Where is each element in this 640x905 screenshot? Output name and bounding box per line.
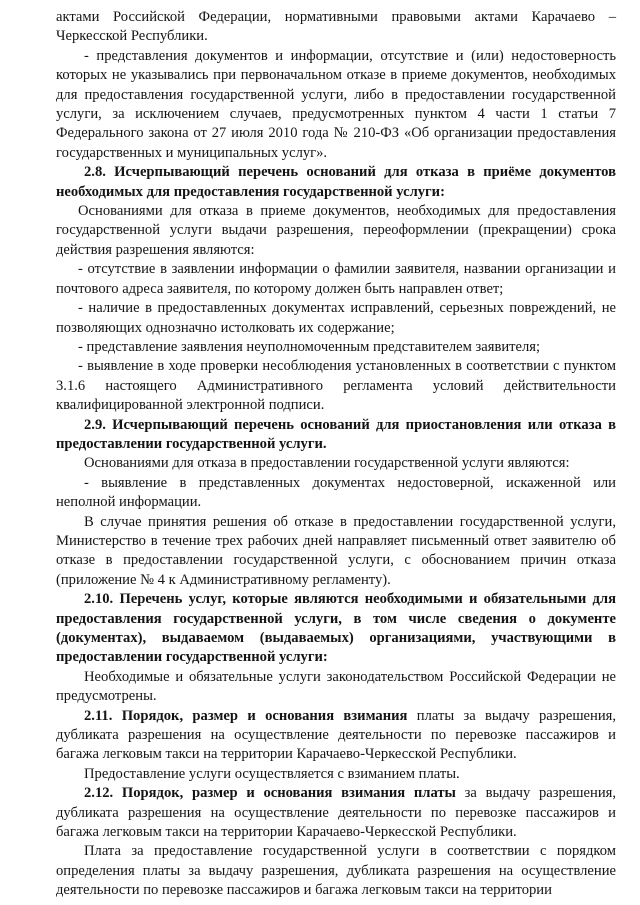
- list-item-signature-check: - выявление в ходе проверки несоблюдения установленных в соответствии с пунктом 3.1.6 настоящего Административного регламента условий действительности квалифицированной электронной подписи.: [56, 358, 616, 414]
- section-heading-2-9: 2.9. Исчерпывающий перечень оснований для приостановления или отказа в предоставлении государственной услуги.: [56, 416, 616, 452]
- paragraph-continuation: актами Российской Федерации, нормативными правовыми актами Карачаево – Черкесской Республики.: [56, 9, 616, 45]
- list-item-corrections: - наличие в предоставленных документах исправлений, серьезных повреждений, не позволяющих однозначно истолковать их содержание;: [56, 300, 616, 336]
- paragraph-no-required-services: Необходимые и обязательные услуги законодательством Российской Федерации не предусмотрены.: [56, 668, 616, 705]
- section-heading-2-10: 2.10. Перечень услуг, которые являются необходимыми и обязательными для предоставления государственной услуги, в том числе сведения о документе (документах), выдаваемом (выдаваемых) организациями, участвующими в предоставлении государственной услуги:: [56, 591, 616, 666]
- section-heading-bold-lead: 2.11. Порядок, размер и основания взимания: [84, 707, 408, 724]
- section-heading-2-8: 2.8. Исчерпывающий перечень оснований для отказа в приёме документов необходимых для предоставления государственной услуги:: [56, 164, 616, 200]
- list-item-documents-not-indicated: - представления документов и информации, отсутствие и (или) недостоверность которых не указывались при первоначальном отказе в приеме документов, необходимых для предоставления государственной услуги, либо в предоставлении государственной услуги, за исключением случаев, предусмотренных пунктом 4 части 1 статьи 7 Федерального закона от 27 июля 2010 года № 210-ФЗ «Об организации предоставления государственных и муниципальных услуг».: [56, 47, 616, 161]
- section-heading-2-11: 2.11. Порядок, размер и основания взимания платы за выдачу разрешения, дубликата разрешения на осуществление деятельности по перевозке пассажиров и багажа легковым такси на территории Карачаево-Черкесской Республики.: [56, 707, 617, 763]
- list-item-missing-info: - отсутствие в заявлении информации о фамилии заявителя, названии организации и почтового адреса заявителя, по которому должен быть направлен ответ;: [56, 261, 616, 297]
- section-2-11: [56, 707, 616, 765]
- section-heading-bold-lead: 2.12. Порядок, размер и основания взимания платы: [84, 785, 456, 802]
- section-heading-2-12: 2.12. Порядок, размер и основания взимания платы за выдачу разрешения, дубликата разрешения на осуществление деятельности по перевозке пассажиров и багажа легковым такси на территории Карачаево-Черкесской Республики.: [56, 785, 616, 841]
- paragraph-fee-determination: Плата за предоставление государственной услуги в соответствии с порядком определения платы за выдачу разрешения, дубликата разрешения на осуществление деятельности по перевозке пассажиров и багажа легковым такси на территории: [56, 843, 616, 899]
- paragraph-fee-charged: Предоставление услуги осуществляется с взиманием платы.: [84, 765, 460, 782]
- paragraph-refusal-decision: В случае принятия решения об отказе в предоставлении государственной услуги, Министерство в течение трех рабочих дней направляет письменный ответ заявителю об отказе в предоставлении государственной услуги, с обоснованием причин отказа (приложение № 4 к Административному регламенту).: [56, 513, 616, 588]
- paragraph-grounds-refusal: Основаниями для отказа в предоставлении государственной услуги являются:: [84, 455, 570, 472]
- list-item-false-information: - выявление в представленных документах недостоверной, искаженной или неполной информации.: [56, 474, 616, 511]
- list-item-unauthorized-representative: - представление заявления неуполномоченным представителем заявителя;: [78, 338, 541, 355]
- paragraph-grounds-refusal-acceptance: Основаниями для отказа в приеме документов, необходимых для предоставления государственной услуги выдачи разрешения, переоформлении (прекращении) срока действия разрешения являются:: [56, 203, 616, 258]
